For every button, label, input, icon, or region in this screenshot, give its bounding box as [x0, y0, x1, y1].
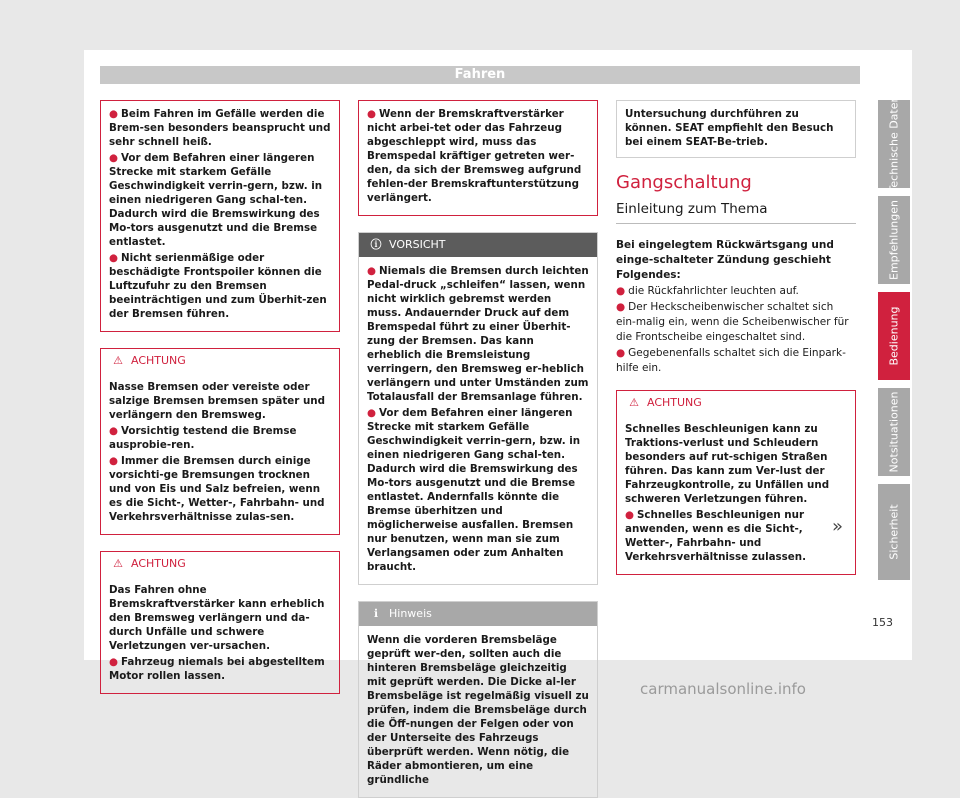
tab-empfehlungen[interactable]: Empfehlungen	[878, 196, 910, 284]
list-item: ● Immer die Bremsen durch einige vorsichti-ge Bremsungen trocknen und von Eis und Salz befreien, wenn es die Sicht-, Wetter-, Fahrbahn- und Verkehrsverhältnisse zulas-sen.	[109, 455, 325, 523]
warning-triangle-icon: ⚠	[113, 354, 123, 367]
hinweis-text: Untersuchung durchführen zu können. SEAT empfiehlt den Besuch bei einem SEAT-Be-trieb.	[625, 108, 834, 148]
page-number: 153	[872, 616, 893, 629]
subsection-title: Einleitung zum Thema	[616, 201, 856, 224]
warning-continuation-box	[358, 100, 598, 216]
list-item: ● Der Heckscheibenwischer schaltet sich ein-malig ein, wenn die Scheibenwischer für die Frontscheibe eingeschaltet sind.	[616, 301, 849, 343]
list-item: ● die Rückfahrlichter leuchten auf.	[616, 285, 799, 297]
column-3	[616, 100, 856, 575]
info-icon: ℹ	[373, 607, 379, 620]
warning-triangle-icon: ⚠	[113, 557, 123, 570]
hinweis-continuation-box	[616, 100, 856, 158]
warning-continuation-box	[100, 100, 340, 332]
vorsicht-header: ⓘ VORSICHT	[359, 233, 597, 257]
achtung-header: ⚠ ACHTUNG	[101, 552, 339, 576]
hinweis-box	[358, 601, 598, 798]
list-item: ● Vorsichtig testend die Bremse ausprobie-ren.	[109, 425, 297, 451]
page-header: Fahren	[100, 66, 860, 84]
body-text	[616, 238, 856, 376]
list-item: ● Schnelles Beschleunigen nur anwenden, wenn es die Sicht-, Wetter-, Fahrbahn- und Verkehrsverhältnisse zulassen.	[625, 509, 807, 563]
tab-notsituationen[interactable]: Notsituationen	[878, 388, 910, 476]
achtung-box-booster	[100, 551, 340, 694]
achtung-header: ⚠ ACHTUNG	[617, 391, 855, 415]
column-2	[358, 100, 598, 798]
achtung-header: ⚠ ACHTUNG	[101, 349, 339, 373]
achtung-intro: Schnelles Beschleunigen kann zu Traktions-verlust und Schleudern besonders auf rut-schigen Straßen führen. Das kann zum Ver-lust der Fahrzeugkontrolle, zu Unfällen und schweren Verletzungen führen.	[625, 423, 830, 505]
list-item: ● Vor dem Befahren einer längeren Strecke mit starkem Gefälle Geschwindigkeit verrin-gern, bzw. in einen niedrigeren Gang schal-ten. Dadurch wird die Bremswirkung des Mo-tors ausgenutzt und die Bremse entlastet.	[109, 152, 323, 248]
column-1	[100, 100, 340, 694]
achtung-box-wet-brakes	[100, 348, 340, 535]
achtung-intro: Das Fahren ohne Bremskraftverstärker kann erheblich den Bremsweg verlängern und da-durch Unfälle und schwere Verletzungen ver-ursachen.	[109, 584, 325, 652]
list-item: ● Gegebenenfalls schaltet sich die Einpark-hilfe ein.	[616, 347, 846, 374]
tab-sicherheit[interactable]: Sicherheit	[878, 484, 910, 580]
tab-bedienung[interactable]: Bedienung	[878, 292, 910, 380]
warning-triangle-icon: ⚠	[629, 396, 639, 409]
list-item: ● Wenn der Bremskraftverstärker nicht arbei-tet oder das Fahrzeug abgeschleppt wird, muss das Bremspedal kräftiger getreten wer-den, da sich der Bremsweg aufgrund fehlen-der Bremskraftunterstützung verlängert.	[367, 108, 582, 204]
watermark: carmanualsonline.info	[640, 680, 806, 698]
list-item: ● Nicht serienmäßige oder beschädigte Frontspoiler können die Luftzufuhr zu den Bremsen beeinträchtigen und zum Überhit-zen der Bremsen führen.	[109, 252, 327, 320]
hinweis-header: ℹ Hinweis	[359, 602, 597, 626]
section-title: Gangschaltung	[616, 172, 752, 193]
hinweis-text: Wenn die vorderen Bremsbeläge geprüft wer-den, sollten auch die hinteren Bremsbeläge gleichzeitig mit geprüft werden. Die Dicke al-ler Bremsbeläge ist regelmäßig visuell zu prüfen, indem die Bremsbeläge durch die Öff-nungen der Felgen oder von der Unterseite des Fahrzeugs überprüft werden. Wenn nötig, die Räder abmontieren, um eine gründliche	[367, 634, 589, 786]
tab-technische-daten[interactable]: Technische Daten	[878, 100, 910, 188]
list-item: ● Vor dem Befahren einer längeren Strecke mit starkem Gefälle Geschwindigkeit verrin-gern, bzw. in einen niedrigeren Gang schal-ten. Dadurch wird die Bremswirkung des Mo-tors ausgenutzt und die Bremse entlastet. Andernfalls könnte die Bremse überhitzen und möglicherweise ausfallen. Bremsen nur benutzen, wenn man sie zum Verlangsamen oder zum Anhalten braucht.	[367, 407, 581, 573]
list-item: ● Beim Fahren im Gefälle werden die Brem-sen besonders beansprucht und sehr schnell heiß.	[109, 108, 331, 148]
caution-circle-icon: ⓘ	[370, 238, 382, 251]
vorsicht-box	[358, 232, 598, 585]
continue-arrow-icon: »	[832, 516, 844, 537]
intro-text: Bei eingelegtem Rückwärtsgang und einge-schalteter Zündung geschieht Folgendes:	[616, 239, 834, 281]
list-item: ● Niemals die Bremsen durch leichten Pedal-druck „schleifen“ lassen, wenn nicht wirklich gebremst werden muss. Andauernder Druck auf dem Bremspedal führt zu einer Überhit-zung der Bremsen. Das kann erheblich die Bremsleistung verringern, den Bremsweg er-heblich verlängern und unter Umständen zum Totalausfall der Bremsanlage führen.	[367, 265, 589, 403]
achtung-box-acceleration	[616, 390, 856, 575]
list-item: ● Fahrzeug niemals bei abgestelltem Motor rollen lassen.	[109, 656, 325, 682]
achtung-intro: Nasse Bremsen oder vereiste oder salzige Bremsen bremsen später und verlängern den Bremsweg.	[109, 381, 325, 421]
